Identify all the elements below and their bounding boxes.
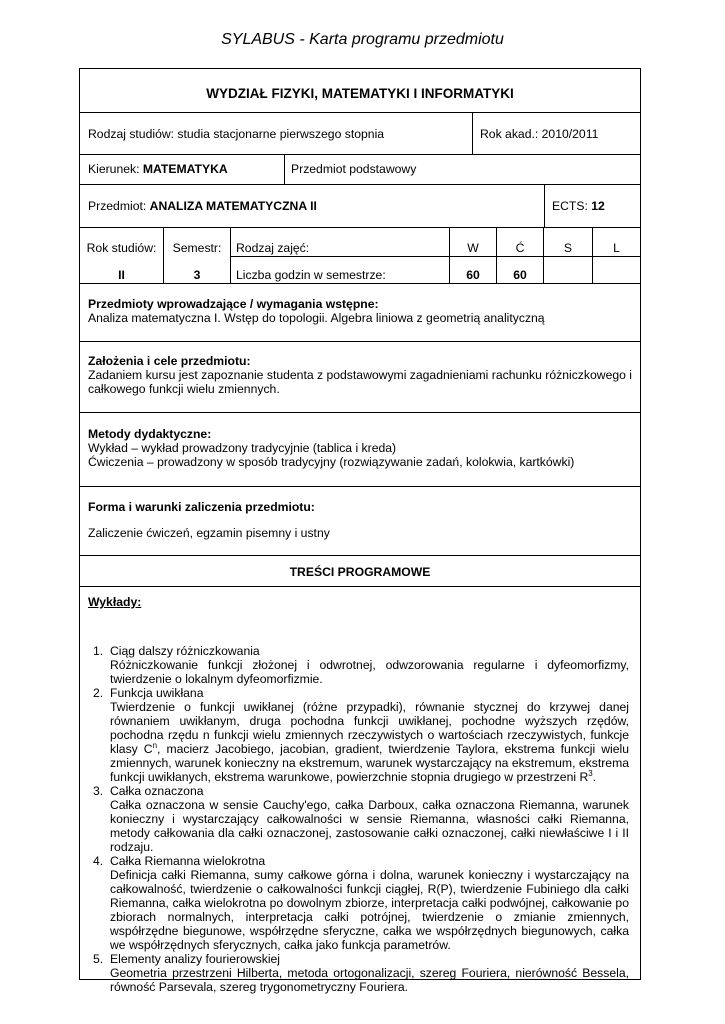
field-value: MATEMATYKA bbox=[142, 162, 228, 176]
lectures-heading: Wykłady: bbox=[88, 595, 142, 609]
semester-value: 3 bbox=[193, 268, 201, 282]
class-type-w bbox=[449, 228, 496, 283]
semester-label: Semestr: bbox=[172, 241, 222, 255]
program-heading-row bbox=[80, 556, 640, 587]
subject-cell bbox=[80, 185, 544, 227]
subject-value: ANALIZA MATEMATYCZNA II bbox=[149, 199, 317, 213]
goals-section bbox=[80, 342, 640, 413]
lecture-description-part: . bbox=[592, 770, 597, 784]
prerequisites-heading: Przedmioty wprowadzające / wymagania wstępne: bbox=[88, 297, 379, 311]
superscript: n bbox=[152, 740, 158, 750]
list-item bbox=[88, 686, 629, 784]
list-item bbox=[88, 854, 629, 952]
prerequisites-section bbox=[80, 284, 640, 342]
lecture-description: Różniczkowanie funkcji złożonej i odwrotnej, odwzorowania regularne i dyfeomorfizmy, twierdzenie o lokalnym dyfeomorfizmie. bbox=[110, 658, 629, 686]
methods-heading: Metody dydaktyczne: bbox=[88, 427, 212, 441]
assessment-text: Zaliczenie ćwiczeń, egzamin pisemny i ustny bbox=[88, 526, 330, 540]
class-type-label-cell bbox=[230, 228, 449, 283]
faculty-row bbox=[80, 69, 640, 113]
goals-heading: Założenia i cele przedmiotu: bbox=[88, 354, 251, 368]
lecture-description: Definicja całki Riemanna, sumy całkowe górna i dolna, warunek konieczny i wystarczający na całkowalność, twierdzenie o całkowalności funkcji ciągłej, R(P), twierdzenie Fubiniego dla całki Riemanna, całka wielokrotna po dowolnym zbiorze, interpretacja całki podwójnej, całkowanie po zbiorach normalnych, interpretacja całki potrójnej, twierdzenie o zmianie zmiennych, współrzędne biegunowe, współrzędne sferyczne, całka we współrzędnych biegunowych, całka we współrzędnych sferycznych, całka jako funkcja parametrów. bbox=[110, 868, 629, 952]
list-item bbox=[88, 784, 629, 854]
class-type-s bbox=[543, 228, 592, 283]
lectures-section bbox=[80, 587, 640, 994]
class-type-code: S bbox=[563, 241, 573, 255]
year-value: II bbox=[118, 268, 125, 282]
year-label: Rok studiów: bbox=[86, 241, 157, 255]
subject-label: Przedmiot: bbox=[88, 199, 150, 213]
lecture-number: 4. bbox=[93, 854, 104, 868]
ects-value: 12 bbox=[591, 199, 605, 213]
document-title: SYLABUS - Karta programu przedmiotu bbox=[221, 31, 504, 48]
hours-label: Liczba godzin w semestrze: bbox=[236, 268, 386, 282]
methods-section bbox=[80, 413, 640, 487]
class-type-c bbox=[496, 228, 543, 283]
field-cell bbox=[80, 155, 284, 184]
methods-line: Wykład – wykład prowadzony tradycyjnie (tablica i kreda) bbox=[88, 441, 397, 455]
list-item bbox=[88, 952, 629, 994]
lecture-title: Funkcja uwikłana bbox=[110, 686, 204, 700]
study-row bbox=[80, 113, 640, 155]
ects-cell bbox=[544, 185, 640, 227]
study-type: Rodzaj studiów: studia stacjonarne pierwszego stopnia bbox=[88, 127, 385, 141]
semester-cell bbox=[163, 228, 230, 283]
lecture-number: 5. bbox=[93, 952, 104, 966]
field-row bbox=[80, 155, 640, 185]
lecture-title: Całka oznaczona bbox=[110, 784, 204, 798]
superscript: 3 bbox=[588, 768, 593, 778]
class-type-label: Rodzaj zajęć: bbox=[236, 241, 310, 255]
class-type-hours: 60 bbox=[513, 268, 527, 282]
lecture-description-part: Twierdzenie o funkcji uwikłanej (różne przypadki), równanie stycznej do krzywej danej równaniem uwikłanym, druga pochodna funkcji uwikłanej, pochodne wyższych rzędów, pochodna rzędu n funkcji wielu zmiennych rzeczywistych o wartościach rzeczywistych, funkcje klasy C bbox=[110, 700, 629, 756]
lecture-description: Całka oznaczona w sensie Cauchy'ego, całka Darboux, całka oznaczona Riemanna, warunek konieczny i wystarczający całkowalności w sensie Riemanna, własności całki Riemanna, metody całkowania dla całki oznaczonej, zastosowanie całki oznaczonej, całki niewłaściwe I i II rodzaju. bbox=[110, 798, 629, 854]
syllabus-table bbox=[79, 68, 641, 994]
methods-line: Ćwiczenia – prowadzony w sposób tradycyjny (rozwiązywanie zadań, kolokwia, kartkówki) bbox=[88, 455, 575, 469]
lecture-description-part: , macierz Jacobiego, jacobian, gradient, twierdzenie Taylora, ekstrema funkcji wielu zmiennych, warunek konieczny na ekstremum, warunek wystarczający na ekstremum, ekstrema funkcji uwikłanych, ekstrema warunkowe, powierzchnie stopnia drugiego w przestrzeni R bbox=[110, 742, 629, 784]
class-type-code: W bbox=[467, 241, 479, 255]
assessment-section bbox=[80, 487, 640, 556]
subject-kind: Przedmiot podstawowy bbox=[284, 155, 640, 184]
subject-row bbox=[80, 185, 640, 228]
lecture-description: Geometria przestrzeni Hilberta, metoda ortogonalizacji, szereg Fouriera, nierówność Bessela, równość Parsevala, szereg trygonometryczny Fouriera. bbox=[110, 966, 629, 994]
class-type-l bbox=[592, 228, 640, 283]
year-cell bbox=[80, 228, 163, 283]
class-type-hours: 60 bbox=[466, 268, 480, 282]
academic-year: Rok akad.: 2010/2011 bbox=[472, 113, 640, 154]
lecture-description bbox=[110, 700, 629, 784]
ects-label: ECTS: bbox=[552, 199, 592, 213]
lecture-title: Całka Riemanna wielokrotna bbox=[110, 854, 266, 868]
assessment-heading: Forma i warunki zaliczenia przedmiotu: bbox=[88, 500, 315, 514]
faculty-name: WYDZIAŁ FIZYKI, MATEMATYKI I INFORMATYKI bbox=[206, 86, 514, 101]
list-item bbox=[88, 644, 629, 686]
goals-text: Zadaniem kursu jest zapoznanie studenta z podstawowymi zagadnieniami rachunku różniczkowego i całkowego funkcji wielu zmiennych. bbox=[88, 368, 632, 396]
lecture-number: 3. bbox=[93, 784, 104, 798]
lecture-number: 2. bbox=[93, 686, 104, 700]
prerequisites-text: Analiza matematyczna I. Wstęp do topologii. Algebra liniowa z geometrią analityczną bbox=[88, 311, 545, 325]
lecture-title: Elementy analizy fourierowskiej bbox=[110, 952, 281, 966]
class-type-code: L bbox=[613, 241, 620, 255]
program-heading: TREŚCI PROGRAMOWE bbox=[289, 565, 431, 579]
class-type-code: Ć bbox=[515, 241, 525, 255]
lectures-list bbox=[88, 644, 629, 994]
field-label: Kierunek: bbox=[88, 162, 143, 176]
lecture-number: 1. bbox=[93, 644, 104, 658]
lecture-title: Ciąg dalszy różniczkowania bbox=[110, 644, 260, 658]
hours-row bbox=[80, 228, 640, 284]
